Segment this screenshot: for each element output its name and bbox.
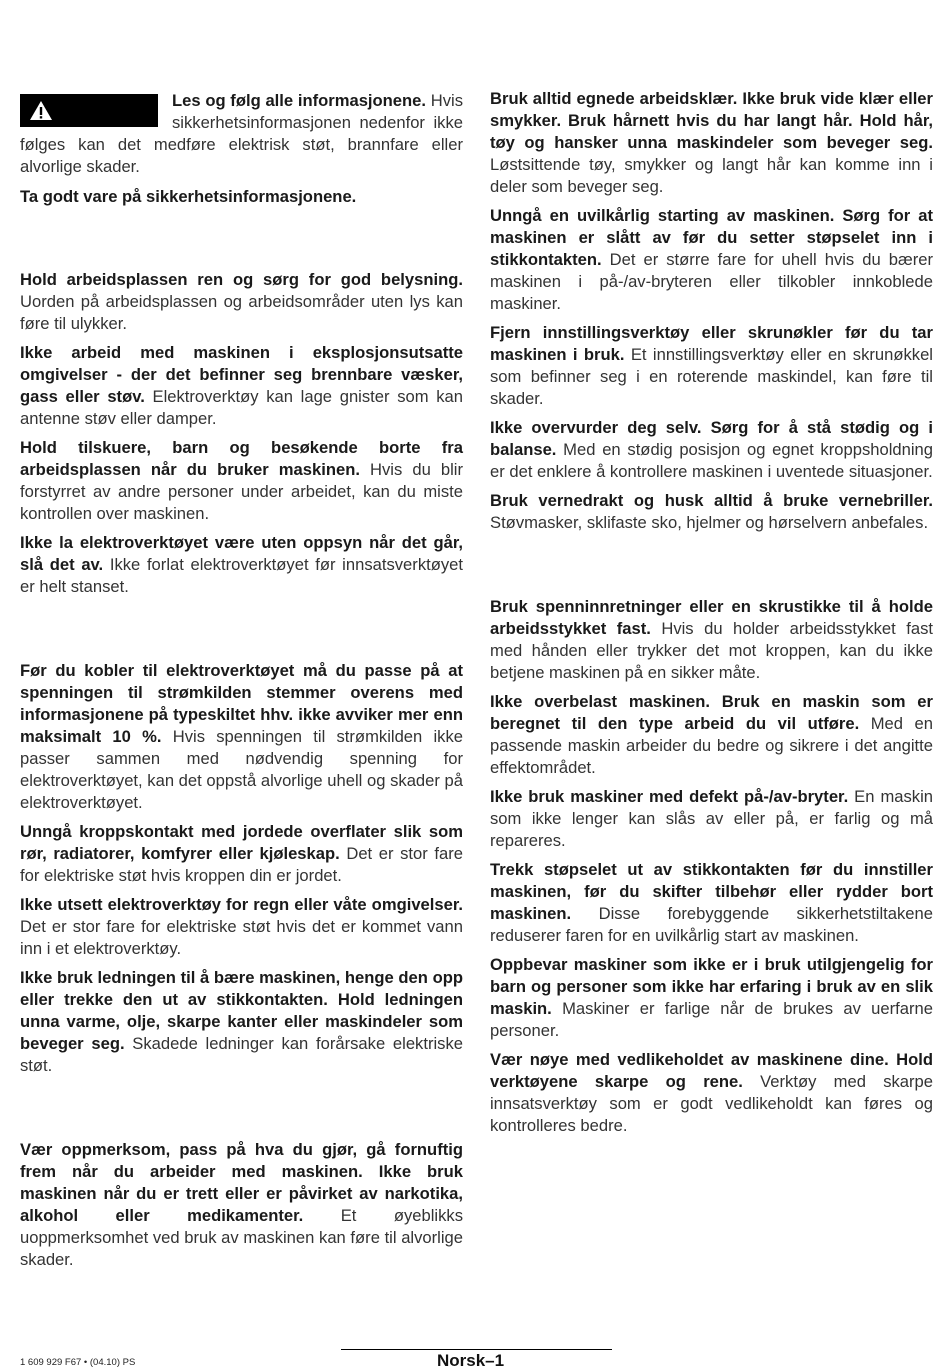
work-item-1-text: Uorden på arbeidsplassen og arbeidsområder uten lys kan føre til ulykker. [20,292,463,333]
personal-item-2-bold: Bruk alltid egnede arbeidsklær. Ikke bruk vide klær eller smykker. Bruk hårnett hvis du har langt hår. Hold hår, tøy og hansker unna maskindeler som beveger seg. [490,89,933,152]
electric-item-1-text: Hvis spenningen til strømkilden ikke passer sammen med nødvendig spenning for elektroverktøyet, kan det oppstå alvorlige uhell og skader på elektroverktøyet. [20,727,463,812]
use-item-6-bold: Vær nøye med vedlikeholdet av maskinene dine. Hold verktøyene skarpe og rene. [490,1050,933,1091]
work-item-4-text: Ikke forlat elektroverktøyet før innsatsverktøyet er helt stanset. [20,555,463,596]
use-item-4 [490,859,933,947]
use-item-1 [490,596,933,684]
footer-rule [341,1349,612,1350]
keep-info-heading: Ta godt vare på sikkerhetsinformasjonene. [20,187,357,206]
use-item-3 [490,786,933,852]
personal-item-2 [490,88,933,198]
use-item-1-text: Hvis du holder arbeidsstykket fast med hånden eller trykker det mot kroppen, kan du ikke betjene maskinen på en sikker måte. [490,619,933,682]
use-item-1-bold: Bruk spenninnretninger eller en skrustikke til å holde arbeidsstykket fast. [490,597,933,638]
personal-item-1-text: Et øyeblikks uoppmerksomhet ved bruk av maskinen kan føre til alvorlige skader. [20,1206,463,1269]
personal-item-4-text: Et innstillingsverktøy eller en skrunøkkel som befinner seg i en roterende maskindel, kan føre til skader. [490,345,933,408]
use-item-6 [490,1049,933,1137]
personal-item-4-bold: Fjern innstillingsverktøy eller skrunøkler før du tar maskinen i bruk. [490,323,933,364]
work-item-3 [20,437,463,525]
electric-item-2-bold: Unngå kroppskontakt med jordede overflater slik som rør, radiatorer, komfyrer eller kjøleskap. [20,822,463,863]
use-item-6-text: Verktøy med skarpe innsatsverktøy som er godt vedlikeholdt kan føres og kontrolleres bedre. [490,1072,933,1135]
electric-item-3-bold: Ikke utsett elektroverktøy for regn eller våte omgivelser. [20,895,463,914]
work-item-4-bold: Ikke la elektroverktøyet være uten oppsyn når det går, slå det av. [20,533,463,574]
left-column [20,88,463,1271]
use-item-2-text: Med en passende maskin arbeider du bedre og sikrere i det angitte effektområdet. [490,714,933,777]
page-number: Norsk–1 [437,1351,505,1370]
electric-item-2-text: Det er stor fare for elektriske støt hvis kroppen din er jordet. [20,844,463,885]
electric-item-2 [20,821,463,887]
personal-item-6-bold: Bruk vernedrakt og husk alltid å bruke vernebriller. [490,491,933,510]
use-item-5-text: Maskiner er farlige når de brukes av uerfarne personer. [490,999,933,1040]
personal-item-3-bold: Unngå en uvilkårlig starting av maskinen. Sørg for at maskinen er slått av før du setter støpselet inn i stikkontakten. [490,206,933,269]
electric-item-3 [20,894,463,960]
personal-item-5-bold: Ikke overvurder deg selv. Sørg for å stå stødig og i balanse. [490,418,933,459]
work-item-1 [20,269,463,335]
right-column [490,88,933,1137]
work-item-2-text: Elektroverktøy kan lage gnister som kan antenne støv eller damper. [20,387,463,428]
electric-item-4 [20,967,463,1077]
personal-item-1-bold: Vær oppmerksom, pass på hva du gjør, gå fornuftig frem når du arbeider med maskinen. Ikke bruk maskinen når du er trett eller er påvirket av narkotika, alkohol eller medikamenter. [20,1140,463,1225]
electric-item-4-text: Skadede ledninger kan forårsake elektriske støt. [20,1034,463,1075]
personal-item-5 [490,417,933,483]
personal-item-5-text: Med en stødig posisjon og egnet kroppsholdning er det enklere å kontrollere maskinen i uventede situasjoner. [490,440,933,481]
use-item-2-bold: Ikke overbelast maskinen. Bruk en maskin som er beregnet til den type arbeid du vil utføre. [490,692,933,733]
personal-item-4 [490,322,933,410]
use-item-4-bold: Trekk støpselet ut av stikkontakten før du innstiller maskinen, før du skifter tilbehør eller rydder bort maskinen. [490,860,933,923]
personal-item-1 [20,1139,463,1271]
work-item-4 [20,532,463,598]
document-code: 1 609 929 F67 • (04.10) PS [20,1357,136,1368]
personal-item-6 [490,490,933,534]
warning-triangle-icon [29,100,53,121]
intro-paragraph [20,88,463,178]
use-item-5 [490,954,933,1042]
personal-item-3 [490,205,933,315]
intro-bold: Les og følg alle informasjonene. [172,91,427,110]
use-item-3-text: En maskin som ikke lenger kan slås av eller på, er farlig og må repareres. [490,787,934,850]
personal-item-3-text: Det er større fare for uhell hvis du bærer maskinen i på-/av-bryteren eller tilkobler innkoblede maskiner. [490,250,933,313]
use-item-5-bold: Oppbevar maskiner som ikke er i bruk utilgjengelig for barn og personer som ikke har erfaring i bruk av en slik maskin. [490,955,933,1018]
warning-box [20,94,158,127]
use-item-3-bold: Ikke bruk maskiner med defekt på-/av-bryter. [490,787,849,806]
work-item-2 [20,342,463,430]
electric-item-1-bold: Før du kobler til elektroverktøyet må du passe på at spenningen til strømkilden stemmer overens med informasjonene på typeskiltet hhv. ikke avviker mer enn maksimalt 10 %. [20,661,463,746]
work-item-3-text: Hvis du blir forstyrret av andre personer under arbeidet, kan du miste kontrollen over maskinen. [20,460,463,523]
work-item-3-bold: Hold tilskuere, barn og besøkende borte fra arbeidsplassen når du bruker maskinen. [20,438,463,479]
use-item-4-text: Disse forebyggende sikkerhetstiltakene reduserer faren for en uvilkårlig start av maskinen. [490,904,933,945]
work-item-1-bold: Hold arbeidsplassen ren og sørg for god belysning. [20,270,463,289]
personal-item-6-text: Støvmasker, sklifaste sko, hjelmer og hørselvern anbefales. [490,513,929,532]
electric-item-3-text: Det er stor fare for elektriske støt hvis det er kommet vann inn i et elektroverktøy. [20,917,463,958]
electric-item-1 [20,660,463,814]
personal-item-2-text: Løstsittende tøy, smykker og langt hår kan komme inn i deler som beveger seg. [490,155,933,196]
use-item-2 [490,691,933,779]
intro-text: Hvis sikkerhetsinformasjonen nedenfor ikke følges kan det medføre elektrisk støt, brannfare eller alvorlige skader. [20,91,464,176]
work-item-2-bold: Ikke arbeid med maskinen i eksplosjonsutsatte omgivelser - der det befinner seg brennbare væsker, gass eller støv. [20,343,463,406]
electric-item-4-bold: Ikke bruk ledningen til å bære maskinen, henge den opp eller trekke den ut av stikkontakten. Hold ledningen unna varme, olje, skarpe kanter eller maskindeler som beveger seg. [20,968,463,1053]
